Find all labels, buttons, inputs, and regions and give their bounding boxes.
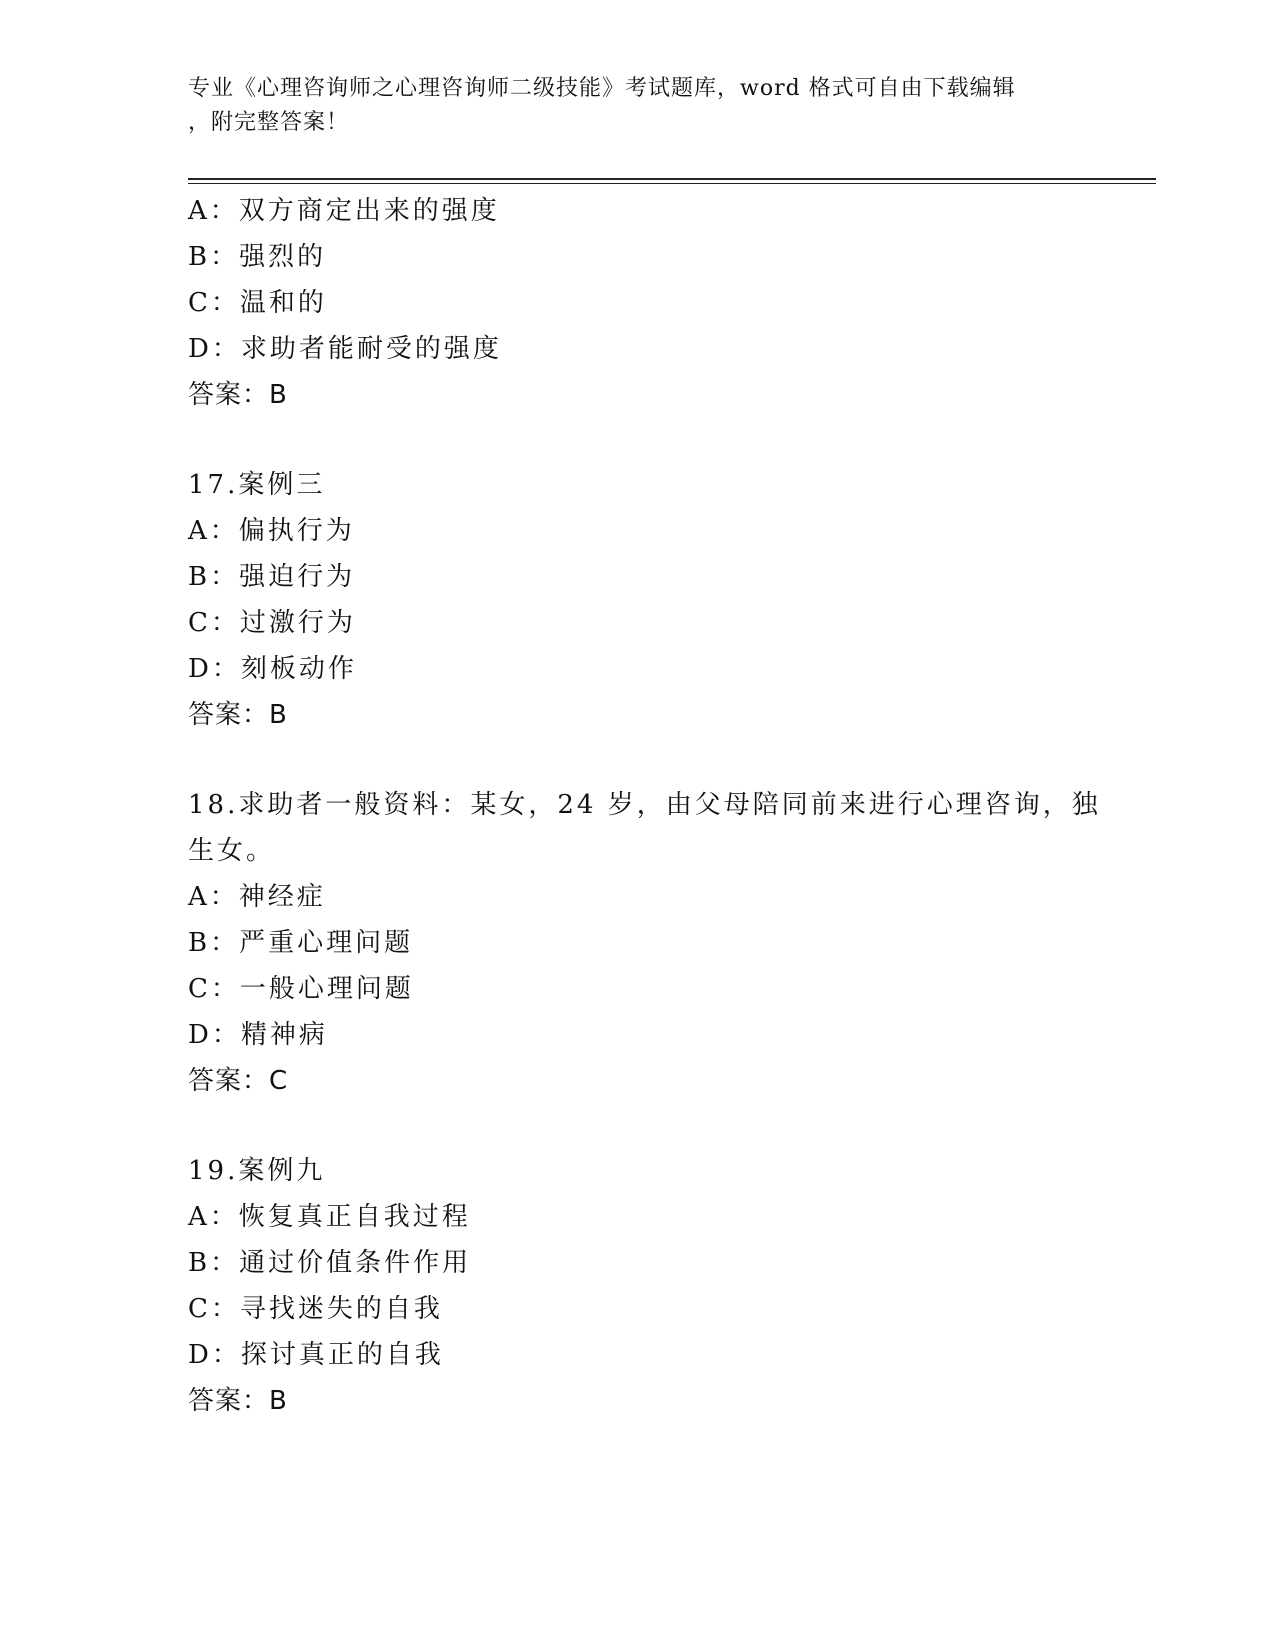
- question-stem-line-2: 生女。: [188, 836, 276, 866]
- answer-line: 答案：C: [188, 1066, 289, 1096]
- header-divider: [188, 178, 1156, 180]
- header-line-2: ，附完整答案！: [188, 110, 350, 135]
- question-fragment: [188, 188, 1088, 418]
- option-d: D：求助者能耐受的强度: [188, 334, 502, 364]
- question-19: [188, 1148, 1088, 1424]
- option-a: A：偏执行为: [188, 516, 355, 546]
- answer-line: 答案：B: [188, 700, 288, 730]
- question-stem: 17.案例三: [188, 470, 326, 500]
- question-stem-line-1: 18.求助者一般资料：某女，24 岁，由父母陪同前来进行心理咨询，独: [188, 790, 1101, 820]
- option-d: D：刻板动作: [188, 654, 357, 684]
- option-a: A：神经症: [188, 882, 326, 912]
- option-b: B：严重心理问题: [188, 928, 414, 958]
- answer-line: 答案：B: [188, 380, 288, 410]
- question-17: [188, 462, 1088, 738]
- option-a: A：恢复真正自我过程: [188, 1202, 471, 1232]
- option-d: D：精神病: [188, 1020, 328, 1050]
- answer-line: 答案：B: [188, 1386, 288, 1416]
- document-header: [188, 72, 1068, 140]
- option-d: D：探讨真正的自我: [188, 1340, 444, 1370]
- option-c: C：过激行为: [188, 608, 356, 638]
- option-b: B：强烈的: [188, 242, 327, 272]
- option-c: C：温和的: [188, 288, 327, 318]
- header-divider-thin: [188, 183, 1156, 184]
- option-c: C：一般心理问题: [188, 974, 414, 1004]
- option-c: C：寻找迷失的自我: [188, 1294, 443, 1324]
- question-list: [188, 188, 1101, 1424]
- header-line-1: 专业《心理咨询师之心理咨询师二级技能》考试题库，word 格式可自由下载编辑: [188, 76, 1016, 101]
- option-b: B：强迫行为: [188, 562, 356, 592]
- option-b: B：通过价值条件作用: [188, 1248, 472, 1278]
- question-18: [188, 782, 1101, 1104]
- question-stem: 19.案例九: [188, 1156, 326, 1186]
- option-a: A：双方商定出来的强度: [188, 196, 500, 226]
